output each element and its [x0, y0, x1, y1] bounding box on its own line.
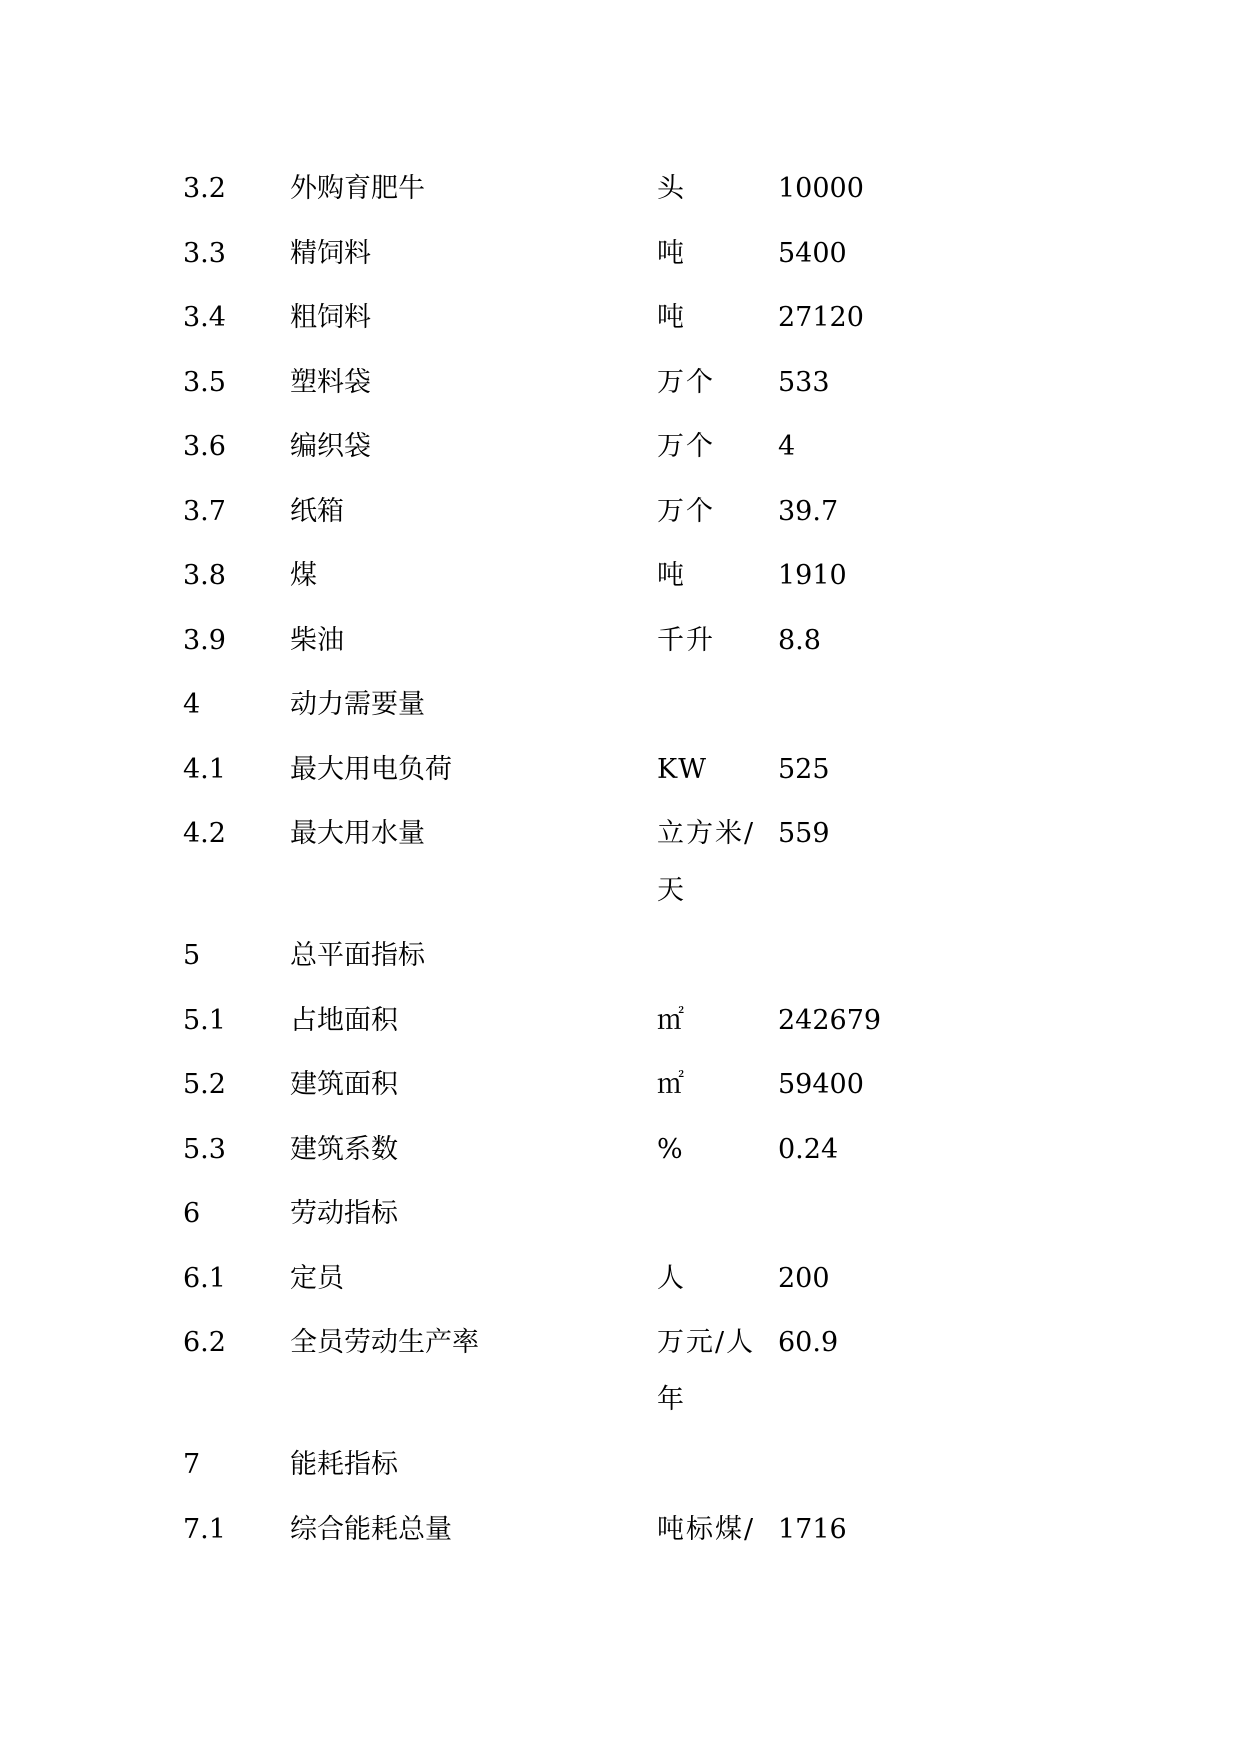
row-value: 39.7	[778, 495, 839, 527]
row-number: 7.1	[183, 1513, 226, 1545]
row-number: 7	[183, 1449, 201, 1480]
row-number: 4.2	[183, 818, 226, 849]
row-value: 60.9	[778, 1327, 839, 1358]
row-unit: 头	[657, 173, 686, 204]
row-number: 6.2	[183, 1327, 226, 1358]
row-value: 59400	[778, 1069, 864, 1100]
section-row	[183, 1185, 943, 1250]
row-unit: %	[657, 1133, 685, 1165]
table-row	[183, 1250, 943, 1315]
row-number: 4.1	[183, 753, 226, 785]
row-value: 5400	[778, 237, 847, 269]
row-value: 200	[778, 1262, 830, 1294]
row-number: 3.9	[183, 624, 226, 656]
row-item-name: 外购育肥牛	[290, 173, 425, 204]
table-row	[183, 741, 943, 806]
row-value: 8.8	[778, 624, 821, 656]
row-number: 3.6	[183, 431, 226, 462]
indicator-table	[183, 160, 943, 1565]
row-unit: 万个	[657, 366, 715, 398]
row-value: 0.24	[778, 1133, 839, 1165]
table-row	[183, 1056, 943, 1121]
row-number: 6	[183, 1198, 201, 1229]
row-item-name: 动力需要量	[290, 689, 425, 720]
table-row	[183, 547, 943, 612]
row-number: 3.4	[183, 302, 226, 333]
row-item-name: 塑料袋	[290, 366, 371, 398]
row-number: 3.3	[183, 237, 226, 269]
row-item-name: 柴油	[290, 624, 344, 656]
table-row	[183, 289, 943, 354]
table-row	[183, 225, 943, 290]
row-item-name: 纸箱	[290, 495, 344, 527]
row-value: 10000	[778, 173, 864, 204]
row-unit: 万个	[657, 495, 715, 527]
row-item-name: 最大用电负荷	[290, 753, 452, 785]
row-unit: 吨	[657, 560, 686, 591]
row-unit: 万个	[657, 431, 715, 462]
table-row	[183, 612, 943, 677]
row-number: 3.2	[183, 173, 226, 204]
row-item-name: 编织袋	[290, 431, 371, 462]
row-unit: 立方米/天	[657, 818, 756, 906]
row-item-name: 总平面指标	[290, 940, 425, 971]
row-item-name: 精饲料	[290, 237, 371, 269]
table-row	[183, 354, 943, 419]
section-row	[183, 1436, 943, 1501]
row-item-name: 定员	[290, 1262, 344, 1294]
row-item-name: 煤	[290, 560, 317, 591]
row-number: 5.3	[183, 1133, 226, 1165]
row-value: 1910	[778, 560, 847, 591]
row-unit: KW	[657, 753, 708, 785]
table-row	[183, 992, 943, 1057]
table-row	[183, 1121, 943, 1186]
row-number: 5.2	[183, 1069, 226, 1100]
row-item-name: 占地面积	[290, 1004, 398, 1036]
row-number: 4	[183, 689, 201, 720]
table-row	[183, 160, 943, 225]
row-number: 3.7	[183, 495, 226, 527]
row-unit: 吨	[657, 302, 686, 333]
row-number: 5.1	[183, 1004, 226, 1036]
row-unit: 吨标煤/	[657, 1513, 756, 1545]
row-number: 5	[183, 940, 201, 971]
table-row	[183, 483, 943, 548]
row-unit: 人	[657, 1262, 686, 1294]
row-value: 1716	[778, 1513, 847, 1545]
row-item-name: 综合能耗总量	[290, 1513, 452, 1545]
row-value: 242679	[778, 1004, 882, 1036]
row-number: 3.8	[183, 560, 226, 591]
row-unit: ㎡	[657, 1069, 686, 1100]
row-item-name: 全员劳动生产率	[290, 1327, 479, 1358]
row-value: 27120	[778, 302, 864, 333]
row-unit: ㎡	[657, 1004, 686, 1036]
row-unit: 千升	[657, 624, 715, 656]
row-item-name: 能耗指标	[290, 1449, 398, 1480]
row-unit: 万元/人年	[657, 1327, 756, 1415]
table-row	[183, 1501, 943, 1566]
row-item-name: 建筑面积	[290, 1069, 398, 1100]
table-row	[183, 805, 943, 927]
row-value: 559	[778, 818, 830, 849]
row-value: 4	[778, 431, 796, 462]
section-row	[183, 927, 943, 992]
row-item-name: 劳动指标	[290, 1198, 398, 1229]
row-number: 3.5	[183, 366, 226, 398]
row-item-name: 建筑系数	[290, 1133, 398, 1165]
row-number: 6.1	[183, 1262, 226, 1294]
row-unit: 吨	[657, 237, 686, 269]
section-row	[183, 676, 943, 741]
row-value: 533	[778, 366, 830, 398]
table-row	[183, 418, 943, 483]
row-item-name: 最大用水量	[290, 818, 425, 849]
row-value: 525	[778, 753, 830, 785]
table-row	[183, 1314, 943, 1436]
row-item-name: 粗饲料	[290, 302, 371, 333]
